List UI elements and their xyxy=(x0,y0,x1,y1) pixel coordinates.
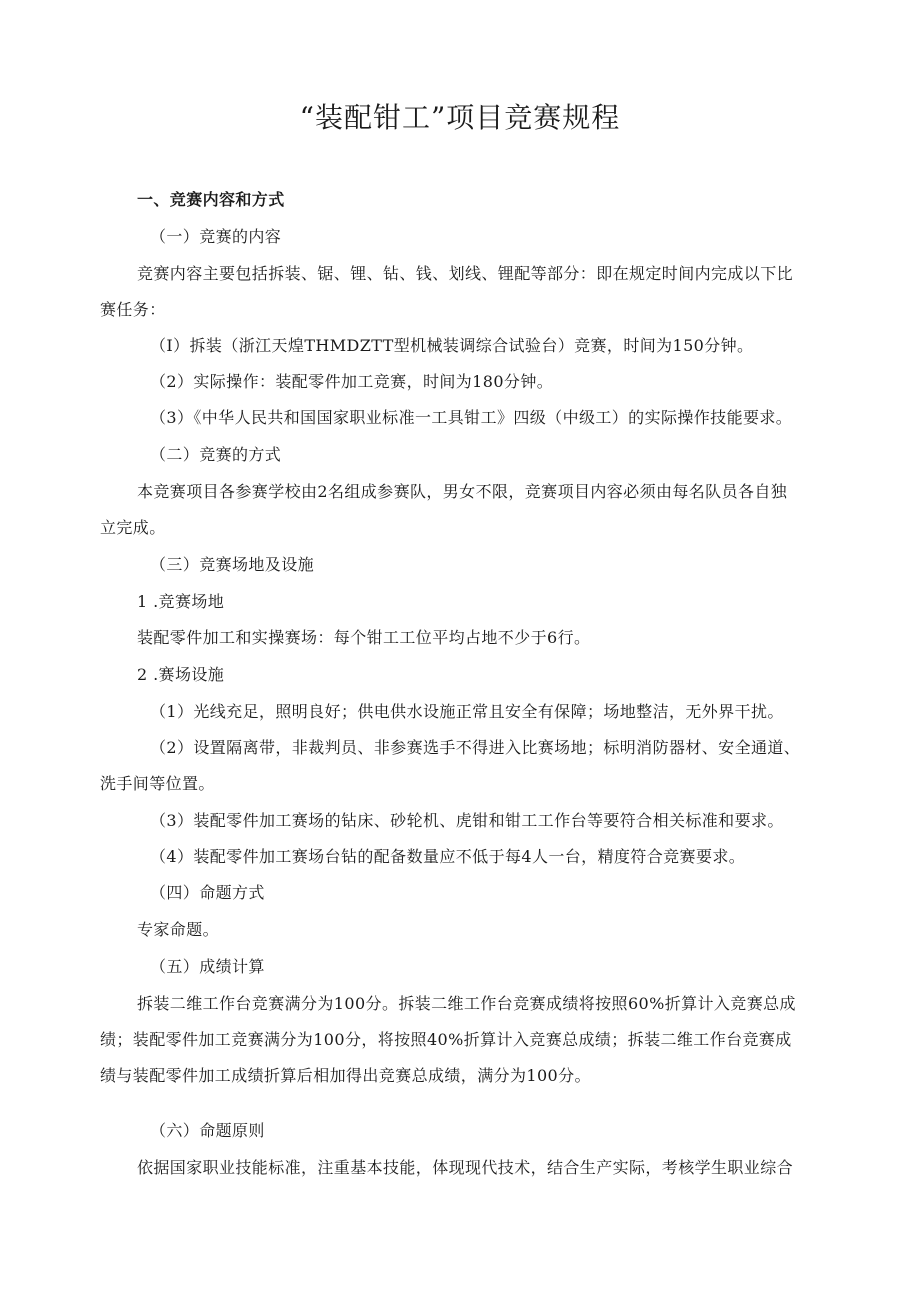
paragraph-line: 竞赛内容主要包括拆装、锯、锂、钻、钱、划线、锂配等部分：即在规定时间内完成以下比 xyxy=(137,264,794,283)
numbered-heading: 2 .赛场设施 xyxy=(137,665,225,684)
numbered-heading: 1 .竞赛场地 xyxy=(137,592,225,611)
paragraph-line: 绩；装配零件加工竞赛满分为100分，将按照40%折算计入竞赛总成绩；拆装二维工作台竞赛成 xyxy=(100,1030,792,1049)
paragraph-line: 赛任务： xyxy=(100,300,166,319)
paragraph-line: 拆装二维工作台竞赛满分为100分。拆装二维工作台竞赛成绩将按照60%折算计入竞赛总成 xyxy=(137,994,796,1013)
paragraph-line: 绩与装配零件加工成绩折算后相加得出竞赛总成绩，满分为100分。 xyxy=(100,1066,591,1085)
list-item: （3）装配零件加工赛场的钻床、砂轮机、虎钳和钳工工作台等要符合相关标准和要求。 xyxy=(150,811,784,830)
paragraph-line: 立完成。 xyxy=(100,518,166,537)
paragraph-line: 依据国家职业技能标准，注重基本技能，体现现代技术，结合生产实际，考核学生职业综合 xyxy=(137,1158,794,1177)
document-title: “装配钳工”项目竞赛规程 xyxy=(299,101,621,134)
list-item: （I）拆装（浙江天煌THMDZTT型机械装调综合试验台）竞赛，时间为150分钟。 xyxy=(150,336,754,355)
subsection-heading: （一）竞赛的内容 xyxy=(150,227,282,246)
paragraph-line: 洗手间等位置。 xyxy=(100,774,215,793)
subsection-heading: （四）命题方式 xyxy=(150,883,265,902)
list-item: （2）设置隔离带，非裁判员、非参赛选手不得进入比赛场地；标明消防器材、安全通道、 xyxy=(150,738,801,757)
section-heading: 一、竞赛内容和方式 xyxy=(137,190,285,209)
subsection-heading: （五）成绩计算 xyxy=(150,957,265,976)
subsection-heading: （二）竞赛的方式 xyxy=(150,445,282,464)
paragraph-line: 装配零件加工和实操赛场：每个钳工工位平均占地不少于6行。 xyxy=(137,628,591,647)
paragraph-line: 本竞赛项目各参赛学校由2名组成参赛队，男女不限，竞赛项目内容必须由每名队员各自独 xyxy=(137,482,788,501)
paragraph-line: 专家命题。 xyxy=(137,920,220,939)
list-item: （2）实际操作：装配零件加工竞赛，时间为180分钟。 xyxy=(150,372,554,391)
list-item: （3）《中华人民共和国国家职业标准一工具钳工》四级（中级工）的实际操作技能要求。 xyxy=(150,408,793,427)
list-item: （1）光线充足，照明良好；供电供水设施正常且安全有保障；场地整洁，无外界干扰。 xyxy=(150,702,784,721)
list-item: （4）装配零件加工赛场台钻的配备数量应不低于每4人一台，精度符合竞赛要求。 xyxy=(150,847,746,866)
subsection-heading: （六）命题原则 xyxy=(150,1121,265,1140)
subsection-heading: （三）竞赛场地及设施 xyxy=(150,555,315,574)
